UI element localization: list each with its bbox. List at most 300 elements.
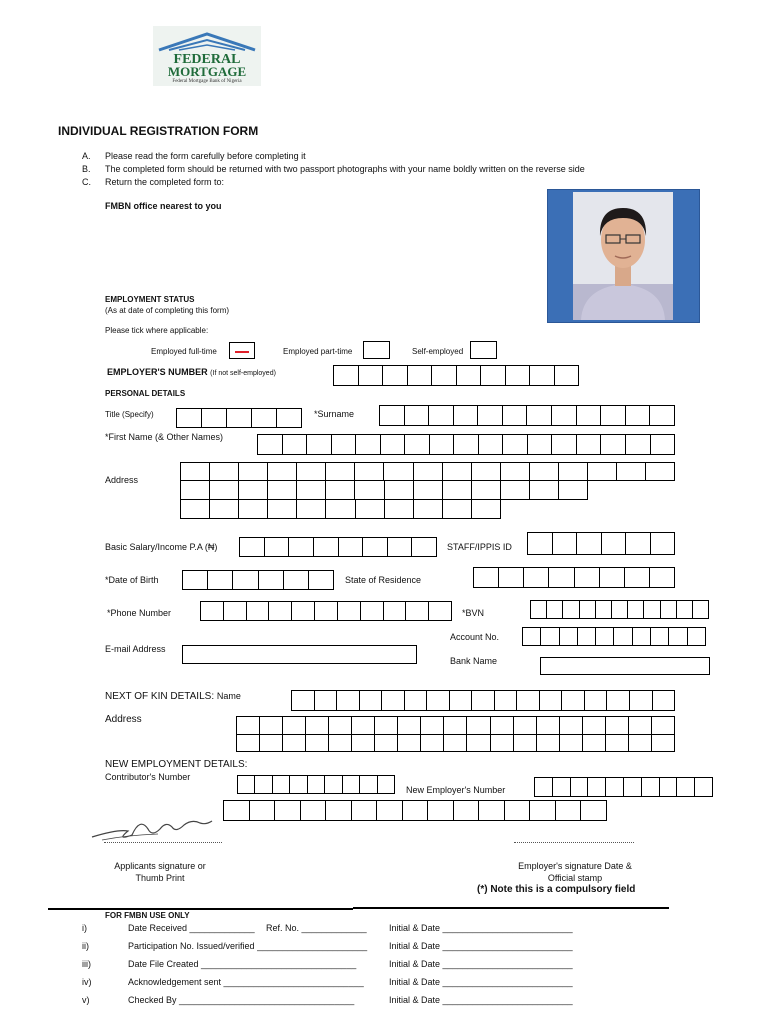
char-box[interactable] — [625, 532, 651, 555]
char-box[interactable] — [600, 434, 626, 455]
fmbn-use-row — [0, 941, 768, 955]
char-box[interactable] — [552, 777, 571, 797]
char-box[interactable] — [570, 777, 589, 797]
char-box[interactable] — [428, 405, 454, 426]
char-box[interactable] — [268, 601, 292, 621]
char-box[interactable] — [324, 775, 342, 794]
char-box[interactable] — [443, 734, 467, 752]
char-box[interactable] — [595, 600, 612, 619]
self-employed-label: Self-employed — [412, 347, 464, 356]
char-box[interactable] — [351, 800, 378, 821]
char-box[interactable] — [342, 775, 360, 794]
char-box[interactable] — [325, 462, 355, 481]
phone-label: *Phone Number — [107, 608, 172, 618]
new-employer-boxes[interactable] — [534, 777, 713, 797]
char-box[interactable] — [466, 734, 490, 752]
char-box[interactable] — [359, 690, 383, 711]
char-box[interactable] — [490, 734, 514, 752]
char-box[interactable] — [238, 499, 268, 519]
char-box[interactable] — [504, 800, 531, 821]
char-box[interactable] — [296, 499, 326, 519]
char-box[interactable] — [587, 777, 606, 797]
address-boxes-row1[interactable] — [180, 462, 675, 481]
char-box[interactable] — [176, 408, 202, 428]
char-box[interactable] — [625, 434, 651, 455]
row-mid-field: Ref. No. _____________ — [266, 923, 367, 933]
char-box[interactable] — [649, 405, 675, 426]
char-box[interactable] — [209, 480, 239, 500]
char-box[interactable] — [239, 537, 265, 557]
dob-label: *Date of Birth — [105, 575, 159, 585]
title-boxes[interactable] — [176, 408, 302, 428]
char-box[interactable] — [502, 405, 528, 426]
char-box[interactable] — [582, 734, 606, 752]
char-box[interactable] — [676, 600, 693, 619]
logo-line1: FEDERAL — [173, 52, 241, 67]
char-box[interactable] — [355, 499, 385, 519]
char-box[interactable] — [223, 800, 250, 821]
char-box[interactable] — [314, 601, 338, 621]
char-box[interactable] — [530, 600, 547, 619]
char-box[interactable] — [456, 365, 482, 386]
char-box[interactable] — [420, 734, 444, 752]
char-box[interactable] — [558, 462, 588, 481]
char-box[interactable] — [325, 480, 355, 500]
address-label: Address — [105, 475, 139, 485]
char-box[interactable] — [546, 600, 563, 619]
char-box[interactable] — [555, 800, 582, 821]
char-box[interactable] — [536, 716, 560, 735]
applicant-dotline — [104, 842, 222, 843]
char-box[interactable] — [580, 800, 607, 821]
fmbn-use-row — [0, 959, 768, 973]
char-box[interactable] — [387, 537, 413, 557]
state-boxes[interactable] — [473, 567, 675, 588]
char-box[interactable] — [249, 800, 276, 821]
char-box[interactable] — [600, 405, 626, 426]
char-box[interactable] — [264, 537, 290, 557]
char-box[interactable] — [289, 775, 307, 794]
char-box[interactable] — [431, 365, 457, 386]
char-box[interactable] — [471, 480, 501, 500]
email-field[interactable] — [182, 645, 417, 664]
char-box[interactable] — [551, 434, 577, 455]
char-box[interactable] — [529, 800, 556, 821]
char-box[interactable] — [305, 716, 329, 735]
char-box[interactable] — [502, 434, 528, 455]
char-box[interactable] — [601, 532, 627, 555]
char-box[interactable] — [362, 537, 388, 557]
new-employment-heading: NEW EMPLOYMENT DETAILS: — [105, 759, 248, 770]
char-box[interactable] — [513, 716, 537, 735]
char-box[interactable] — [325, 499, 355, 519]
char-box[interactable] — [381, 690, 405, 711]
char-box[interactable] — [223, 601, 247, 621]
char-box[interactable] — [442, 499, 472, 519]
employer-number-label — [107, 367, 276, 377]
instruction-c: C. — [82, 177, 91, 187]
char-box[interactable] — [668, 627, 687, 646]
fmbn-use-heading: FOR FMBN USE ONLY — [105, 911, 190, 920]
part-time-checkbox[interactable] — [363, 341, 390, 359]
row-number: iii) — [82, 959, 91, 969]
char-box[interactable] — [471, 462, 501, 481]
char-box[interactable] — [355, 434, 381, 455]
next-of-kin-address-row2[interactable] — [236, 734, 675, 752]
char-box[interactable] — [650, 627, 669, 646]
row-left-field: Checked By ___________________________________ — [128, 995, 355, 1005]
char-box[interactable] — [238, 462, 268, 481]
char-box[interactable] — [529, 365, 555, 386]
char-box[interactable] — [527, 434, 553, 455]
char-box[interactable] — [641, 777, 660, 797]
bank-name-field[interactable] — [540, 657, 710, 675]
char-box[interactable] — [574, 567, 600, 588]
row-number: v) — [82, 995, 90, 1005]
char-box[interactable] — [652, 690, 676, 711]
char-box[interactable] — [624, 567, 650, 588]
char-box[interactable] — [236, 734, 260, 752]
char-box[interactable] — [559, 627, 578, 646]
char-box[interactable] — [442, 480, 472, 500]
char-box[interactable] — [226, 408, 252, 428]
row-number: iv) — [82, 977, 92, 987]
char-box[interactable] — [582, 716, 606, 735]
char-box[interactable] — [380, 434, 406, 455]
fmbn-use-row — [0, 923, 768, 937]
employer-number-text: EMPLOYER'S NUMBER — [107, 367, 208, 377]
compulsory-note: (*) Note this is a compulsory field — [477, 884, 636, 895]
salary-boxes[interactable] — [239, 537, 437, 557]
char-box[interactable] — [539, 690, 563, 711]
char-box[interactable] — [605, 777, 624, 797]
char-box[interactable] — [360, 601, 384, 621]
char-box[interactable] — [616, 462, 646, 481]
char-box[interactable] — [453, 434, 479, 455]
char-box[interactable] — [473, 567, 499, 588]
row-right-field: Initial & Date __________________________ — [389, 977, 573, 987]
char-box[interactable] — [559, 716, 583, 735]
char-box[interactable] — [374, 716, 398, 735]
row-right-field: Initial & Date __________________________ — [389, 995, 573, 1005]
char-box[interactable] — [232, 570, 258, 590]
char-box[interactable] — [584, 690, 608, 711]
char-box[interactable] — [650, 434, 676, 455]
full-time-checkbox[interactable] — [229, 342, 255, 359]
contributor-boxes[interactable] — [237, 775, 395, 794]
char-box[interactable] — [407, 365, 433, 386]
char-box[interactable] — [471, 499, 501, 519]
char-box[interactable] — [529, 462, 559, 481]
char-box[interactable] — [283, 570, 309, 590]
char-box[interactable] — [358, 365, 384, 386]
row-right-field: Initial & Date __________________________ — [389, 959, 573, 969]
char-box[interactable] — [336, 690, 360, 711]
char-box[interactable] — [272, 775, 290, 794]
char-box[interactable] — [551, 405, 577, 426]
char-box[interactable] — [337, 601, 361, 621]
char-box[interactable] — [611, 600, 628, 619]
char-box[interactable] — [645, 462, 675, 481]
char-box[interactable] — [308, 570, 334, 590]
char-box[interactable] — [314, 690, 338, 711]
char-box[interactable] — [383, 601, 407, 621]
title-label: Title (Specify) — [105, 410, 154, 419]
account-no-boxes[interactable] — [522, 627, 706, 646]
char-box[interactable] — [500, 480, 530, 500]
char-box[interactable] — [587, 462, 617, 481]
char-box[interactable] — [559, 734, 583, 752]
char-box[interactable] — [333, 365, 359, 386]
char-box[interactable] — [576, 532, 602, 555]
char-box[interactable] — [384, 499, 414, 519]
char-box[interactable] — [238, 480, 268, 500]
char-box[interactable] — [296, 480, 326, 500]
char-box[interactable] — [505, 365, 531, 386]
char-box[interactable] — [328, 716, 352, 735]
char-box[interactable] — [427, 800, 454, 821]
char-box[interactable] — [577, 627, 596, 646]
row-number: i) — [82, 923, 87, 933]
char-box[interactable] — [466, 716, 490, 735]
char-box[interactable] — [478, 800, 505, 821]
char-box[interactable] — [374, 734, 398, 752]
char-box[interactable] — [236, 716, 260, 735]
char-box[interactable] — [513, 734, 537, 752]
char-box[interactable] — [576, 434, 602, 455]
applicant-label-line2: Thumb Print — [135, 873, 185, 883]
employer-number-boxes[interactable] — [333, 365, 579, 386]
char-box[interactable] — [442, 462, 472, 481]
char-box[interactable] — [201, 408, 227, 428]
surname-boxes[interactable] — [379, 405, 675, 426]
char-box[interactable] — [267, 499, 297, 519]
char-box[interactable] — [650, 532, 676, 555]
char-box[interactable] — [629, 690, 653, 711]
char-box[interactable] — [209, 462, 239, 481]
char-box[interactable] — [599, 567, 625, 588]
char-box[interactable] — [606, 690, 630, 711]
char-box[interactable] — [443, 716, 467, 735]
char-box[interactable] — [694, 777, 713, 797]
char-box[interactable] — [397, 716, 421, 735]
char-box[interactable] — [180, 462, 210, 481]
char-box[interactable] — [627, 600, 644, 619]
char-box[interactable] — [257, 434, 283, 455]
char-box[interactable] — [405, 601, 429, 621]
char-box[interactable] — [200, 601, 224, 621]
char-box[interactable] — [313, 537, 339, 557]
char-box[interactable] — [251, 408, 277, 428]
next-of-kin-name-boxes[interactable] — [291, 690, 675, 711]
char-box[interactable] — [282, 434, 308, 455]
address-boxes-row2[interactable] — [180, 480, 588, 500]
char-box[interactable] — [429, 434, 455, 455]
char-box[interactable] — [687, 627, 706, 646]
char-box[interactable] — [267, 462, 297, 481]
char-box[interactable] — [359, 775, 377, 794]
char-box[interactable] — [480, 365, 506, 386]
char-box[interactable] — [354, 480, 384, 500]
char-box[interactable] — [692, 600, 709, 619]
first-name-boxes[interactable] — [257, 434, 675, 455]
char-box[interactable] — [402, 800, 429, 821]
part-time-label: Employed part-time — [283, 347, 353, 356]
char-box[interactable] — [307, 775, 325, 794]
char-box[interactable] — [209, 499, 239, 519]
char-box[interactable] — [540, 627, 559, 646]
bvn-boxes[interactable] — [530, 600, 709, 619]
char-box[interactable] — [660, 600, 677, 619]
instruction-a — [82, 151, 91, 161]
char-box[interactable] — [605, 716, 629, 735]
char-box[interactable] — [328, 734, 352, 752]
phone-boxes[interactable] — [200, 601, 452, 621]
char-box[interactable] — [182, 570, 208, 590]
char-box[interactable] — [649, 567, 675, 588]
char-box[interactable] — [554, 365, 580, 386]
row-left-field: Acknowledgement sent ____________________________ — [128, 977, 364, 987]
char-box[interactable] — [413, 499, 443, 519]
first-name-label: *First Name (& Other Names) — [105, 432, 224, 442]
char-box[interactable] — [377, 775, 395, 794]
char-box[interactable] — [643, 600, 660, 619]
char-box[interactable] — [500, 462, 530, 481]
char-box[interactable] — [291, 601, 315, 621]
char-box[interactable] — [325, 800, 352, 821]
self-employed-checkbox[interactable] — [470, 341, 497, 359]
char-box[interactable] — [494, 690, 518, 711]
char-box[interactable] — [628, 734, 652, 752]
char-box[interactable] — [180, 480, 210, 500]
char-box[interactable] — [384, 480, 414, 500]
char-box[interactable] — [306, 434, 332, 455]
dob-boxes[interactable] — [182, 570, 334, 590]
char-box[interactable] — [404, 690, 428, 711]
bvn-label: *BVN — [462, 608, 485, 618]
staff-id-boxes[interactable] — [527, 532, 675, 555]
char-box[interactable] — [288, 537, 314, 557]
char-box[interactable] — [300, 800, 327, 821]
char-box[interactable] — [282, 716, 306, 735]
char-box[interactable] — [354, 462, 384, 481]
extra-number-boxes[interactable] — [223, 800, 607, 821]
char-box[interactable] — [605, 734, 629, 752]
char-box[interactable] — [536, 734, 560, 752]
char-box[interactable] — [413, 462, 443, 481]
char-box[interactable] — [522, 627, 541, 646]
personal-heading: PERSONAL DETAILS — [105, 389, 186, 398]
char-box[interactable] — [207, 570, 233, 590]
char-box[interactable] — [237, 775, 255, 794]
char-box[interactable] — [579, 600, 596, 619]
next-of-kin-address-row1[interactable] — [236, 716, 675, 735]
char-box[interactable] — [478, 434, 504, 455]
char-box[interactable] — [676, 777, 695, 797]
tick-prompt: Please tick where applicable: — [105, 326, 209, 335]
char-box[interactable] — [351, 734, 375, 752]
char-box[interactable] — [595, 627, 614, 646]
char-box[interactable] — [552, 532, 578, 555]
char-box[interactable] — [246, 601, 270, 621]
char-box[interactable] — [259, 734, 283, 752]
char-box[interactable] — [426, 690, 450, 711]
char-box[interactable] — [274, 800, 301, 821]
char-box[interactable] — [428, 601, 452, 621]
char-box[interactable] — [632, 627, 651, 646]
char-box[interactable] — [453, 800, 480, 821]
char-box[interactable] — [449, 690, 473, 711]
char-box[interactable] — [659, 777, 678, 797]
char-box[interactable] — [254, 775, 272, 794]
char-box[interactable] — [625, 405, 651, 426]
address-boxes-row3[interactable] — [180, 499, 501, 519]
char-box[interactable] — [276, 408, 302, 428]
char-box[interactable] — [548, 567, 574, 588]
next-of-kin-title: NEXT OF KIN DETAILS: — [105, 691, 215, 702]
char-box[interactable] — [651, 716, 675, 735]
char-box[interactable] — [576, 405, 602, 426]
char-box[interactable] — [527, 532, 553, 555]
char-box[interactable] — [259, 716, 283, 735]
row-right-field: Initial & Date __________________________ — [389, 923, 573, 933]
char-box[interactable] — [305, 734, 329, 752]
char-box[interactable] — [477, 405, 503, 426]
char-box[interactable] — [628, 716, 652, 735]
employer-number-note: (If not self-employed) — [210, 370, 276, 377]
char-box[interactable] — [291, 690, 315, 711]
char-box[interactable] — [498, 567, 524, 588]
char-box[interactable] — [383, 462, 413, 481]
char-box[interactable] — [376, 800, 403, 821]
char-box[interactable] — [453, 405, 479, 426]
char-box[interactable] — [651, 734, 675, 752]
char-box[interactable] — [613, 627, 632, 646]
char-box[interactable] — [558, 480, 588, 500]
char-box[interactable] — [404, 434, 430, 455]
char-box[interactable] — [562, 600, 579, 619]
char-box[interactable] — [258, 570, 284, 590]
char-box[interactable] — [526, 405, 552, 426]
char-box[interactable] — [490, 716, 514, 735]
char-box[interactable] — [296, 462, 326, 481]
char-box[interactable] — [338, 537, 364, 557]
char-box[interactable] — [561, 690, 585, 711]
char-box[interactable] — [471, 690, 495, 711]
char-box[interactable] — [404, 405, 430, 426]
char-box[interactable] — [411, 537, 437, 557]
logo-line2: MORTGAGE — [167, 64, 247, 79]
char-box[interactable] — [523, 567, 549, 588]
char-box[interactable] — [382, 365, 408, 386]
char-box[interactable] — [267, 480, 297, 500]
char-box[interactable] — [516, 690, 540, 711]
divider-left — [48, 908, 353, 910]
char-box[interactable] — [331, 434, 357, 455]
char-box[interactable] — [397, 734, 421, 752]
char-box[interactable] — [351, 716, 375, 735]
char-box[interactable] — [529, 480, 559, 500]
char-box[interactable] — [413, 480, 443, 500]
char-box[interactable] — [623, 777, 642, 797]
char-box[interactable] — [282, 734, 306, 752]
char-box[interactable] — [180, 499, 210, 519]
char-box[interactable] — [379, 405, 405, 426]
next-of-kin-name-label: Name — [216, 691, 241, 701]
employer-signature-label — [505, 860, 645, 884]
char-box[interactable] — [534, 777, 553, 797]
char-box[interactable] — [420, 716, 444, 735]
